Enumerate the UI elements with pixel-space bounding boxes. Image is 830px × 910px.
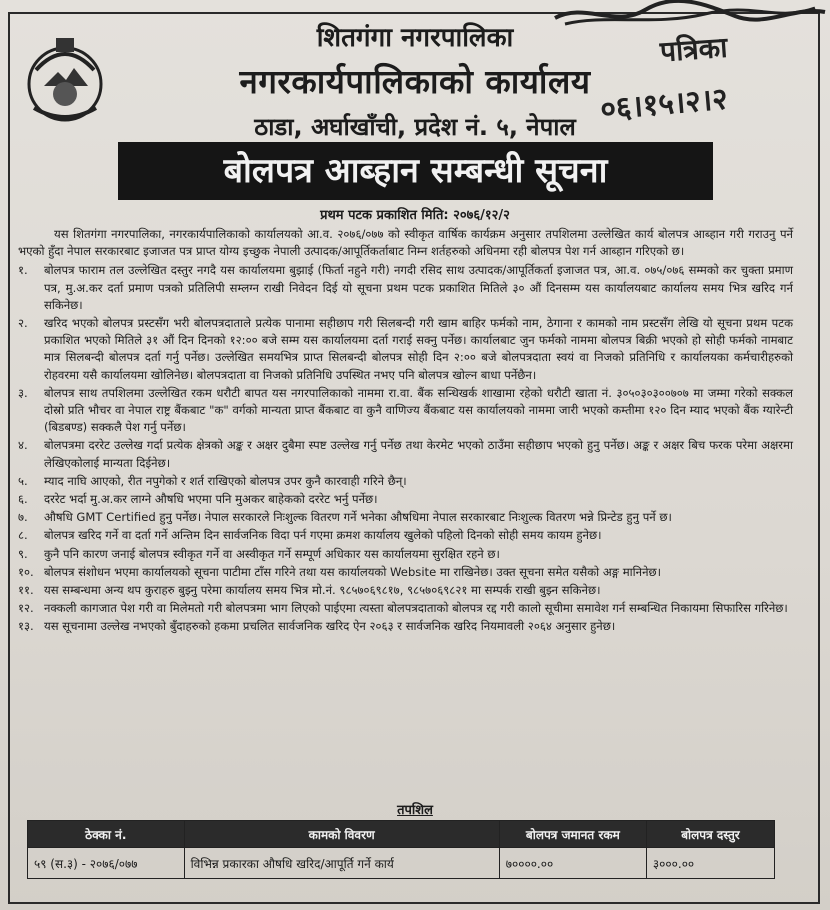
condition-item: [18, 473, 793, 490]
condition-text: यस सूचनामा उल्लेख नभएको बुँदाहरुको हकमा प्रचलित सार्वजनिक खरिद ऐन २०६३ र सार्वजनिक खरिद नियमावली २०६४ अनुसार हुनेछ।: [44, 619, 616, 634]
condition-number: ५.: [18, 473, 28, 488]
condition-text: बोलपत्र साथ तपशिलमा उल्लेखित रकम धरौटी बापत यस नगरपालिकाको नाममा रा.वा. बैंक सन्धिखर्क शाखामा रहेको धरौटी खाता नं. ३०५०३०३००७०७ मा जम्मा गरेको सक्कल दोस्रो प्रति भौचर वा नेपाल राष्ट्र बैंकबाट "क" वर्गको मान्यता प्राप्त बैंकबाट वा कुनै वाणिज्य बैंकबाट यस कार्यालयको नाममा जारी भएको कम्तीमा १२० दिन म्याद भएको बैंक ग्यारेन्टी (बिडबण्ड) सक्कलै पेश गर्नु पर्नेछ।: [44, 385, 793, 435]
intro-paragraph: यस शितगंगा नगरपालिका, नगरकार्यपालिकाको कार्यालयको आ.व. २०७६/०७७ को स्वीकृत वार्षिक कार्यक्रम अनुसार तपशिलमा उल्लेखित कार्य बोलपत्र आब्हान गरी गराउनु पर्ने भएको हुँदा नेपाल सरकारबाट इजाजत पत्र प्राप्त योग्य इच्छुक नेपाली उत्पादक/आपूर्तिकर्ताबाट निम्न शर्तहरुको अधिनमा रही बोलपत्र पेश गर्न आब्हान गरिएको छ।: [18, 227, 793, 259]
condition-item: [18, 600, 793, 617]
condition-text: बोलपत्र खरिद गर्ने वा दर्ता गर्ने अन्तिम दिन सार्वजनिक विदा पर्न गएमा क्रमश कार्यालय खुलेको पहिलो दिनको सोही समय कायम हुनेछ।: [44, 528, 602, 543]
condition-item: [18, 315, 793, 384]
table-row: [28, 848, 775, 879]
condition-number: ११.: [18, 583, 34, 598]
table-header-row: [28, 821, 775, 848]
col-work-description: कामको विवरण: [184, 821, 499, 848]
condition-text: नक्कली कागजात पेश गरी वा मिलेमतो गरी बोलपत्रमा भाग लिएको पाईएमा त्यस्ता बोलपत्रदाताको बोलपत्र रद्द गरी कालो सूचीमा समावेश गर्न सम्बन्धित निकायमा सिफारिस गरिनेछ।: [44, 601, 788, 616]
condition-text: औषधि GMT Certified हुनु पर्नेछ। नेपाल सरकारले निःशुल्क वितरण गर्ने भनेका औषधिमा नेपाल सरकारबाट निःशुल्क वितरण भन्ने प्रिन्टेड हुनु पर्ने छ।: [44, 510, 672, 525]
cell-contract-no: ५९ (स.३) - २०७६/०७७: [28, 848, 185, 879]
notice-title-banner: बोलपत्र आब्हान सम्बन्धी सूचना: [118, 142, 713, 200]
condition-number: २.: [18, 316, 28, 331]
condition-item: [18, 437, 793, 471]
condition-item: [18, 491, 793, 508]
col-contract-no: ठेक्का नं.: [28, 821, 185, 848]
condition-item: [18, 582, 793, 599]
condition-number: ६.: [18, 492, 28, 507]
condition-item: [18, 546, 793, 563]
condition-number: १.: [18, 263, 28, 278]
condition-item: [18, 509, 793, 526]
col-bid-security: बोलपत्र जमानत रकम: [499, 821, 646, 848]
condition-number: ९.: [18, 546, 28, 561]
tapashil-title: तपशिल: [397, 803, 433, 818]
condition-number: ७.: [18, 510, 28, 525]
condition-item: [18, 527, 793, 544]
condition-item: [18, 618, 793, 635]
condition-text: बोलपत्र संशोधन भएमा कार्यालयको सूचना पाटीमा टाँस गरिने तथा यस कार्यालयको Website मा राखिनेछ। उक्त सूचना समेत यसैको अङ्ग मानिनेछ।: [44, 564, 662, 579]
handwritten-number: ०६।१५।२।२: [598, 81, 730, 128]
conditions-list: [18, 262, 793, 635]
condition-number: ८.: [18, 528, 28, 543]
cell-bid-security: ७००००.००: [499, 848, 646, 879]
condition-number: १३.: [18, 619, 34, 634]
tender-table: [27, 820, 775, 879]
municipality-name: शितगंगा नगरपालिका: [316, 23, 514, 53]
handwritten-note: पत्रिका: [658, 30, 729, 69]
publication-date: प्रथम पटक प्रकाशित मिति: २०७६/१२/२: [320, 208, 510, 223]
condition-number: ४.: [18, 438, 28, 453]
cell-work-description: विभिन्न प्रकारका औषधि खरिद/आपूर्ति गर्ने कार्य: [184, 848, 499, 879]
condition-text: कुनै पनि कारण जनाई बोलपत्र स्वीकृत गर्ने वा अस्वीकृत गर्ने सम्पूर्ण अधिकार यस कार्यालयमा सुरक्षित रहने छ।: [44, 546, 500, 561]
condition-text: दररेट भर्दा मु.अ.कर लाग्ने औषधि भएमा पनि मुअकर बाहेकको दररेट भर्नु पर्नेछ।: [44, 492, 378, 507]
condition-text: बोलपत्र फाराम तल उल्लेखित दस्तुर नगदै यस कार्यालयमा बुझाई (फिर्ता नहुने गरी) नगदी रसिद साथ उत्पादक/आपूर्तिकर्ता इजाजत पत्र, आ.व. ०७५/०७६ सम्मको कर चुक्ता प्रमाण पत्र, मु.अ.कर दर्ता प्रमाण पत्रको प्रतिलिपी सम्लग्न राखी निवेदन दिई यो सूचना प्रथम पटक प्रकाशित मितिले ३० औं दिनसम्म यस कार्यालयबाट कार्यालय समय भित्र खरिद गर्न सकिनेछ।: [44, 263, 793, 312]
condition-text: बोलपत्रमा दररेट उल्लेख गर्दा प्रत्येक क्षेत्रको अङ्क र अक्षर दुबैमा स्पष्ट उल्लेख गर्नु पर्नेछ तथा केरमेट भएको ठाउँमा सहीछाप भएको हुनु पर्नेछ। अङ्क र अक्षर बिच फरक परेमा अक्षरमा लेखिएकोलाई मान्यता दिईनेछ।: [44, 438, 793, 470]
condition-number: ३.: [18, 385, 28, 400]
condition-item: [18, 262, 793, 314]
condition-item: [18, 564, 793, 581]
col-bid-fee: बोलपत्र दस्तुर: [646, 821, 774, 848]
condition-text: म्याद नाघि आएको, रीत नपुगेको र शर्त राखिएको बोलपत्र उपर कुनै कारवाही गरिने छैन्।: [44, 473, 407, 488]
condition-text: खरिद भएको बोलपत्र प्रस्टसँग भरी बोलपत्रदाताले प्रत्येक पानामा सहीछाप गरी सिलबन्दी गरी खाम बाहिर फर्मको नाम, ठेगाना र कामको नाम प्रस्टसँग लेखि यो सूचना प्रथम पटक प्रकाशित भएको मितिले ३१ औं दिन दिनको १२:०० बजे सम्म यस कार्यालयमा दर्ता गराई सक्नु पर्नेछ। कार्यालबाट जुन फर्मको नाममा बोलपत्र बिक्री भएको हो सोही फर्मको नामबाट मात्र सिलबन्दी बोलपत्र दर्ता गर्नु पर्नेछ। उल्लेखित समयभित्र प्राप्त सिलबन्दी बोलपत्र सोही दिन २:०० बजे बोलपत्रदाता स्वयं वा निजको प्रतिनिधि र कार्यालयका कर्मचारीहरुको रोहवरमा यसै कार्यालयमा खोलिनेछ। बोलपत्रदाता वा निजको प्रतिनिधि उपस्थित नभए पनि बोलपत्र खोल्न बाधा पर्नेछैन।: [44, 316, 793, 382]
condition-text: यस सम्बन्धमा अन्य थप कुराहरु बुझ्नु परेमा कार्यालय समय भित्र मो.नं. ९८५७०६९८१७, ९८५७०६९८२१ मा सम्पर्क राखी बुझ्न सकिनेछ।: [44, 583, 601, 598]
condition-item: [18, 385, 793, 437]
office-name: नगरकार्यपालिकाको कार्यालय: [239, 62, 591, 101]
notice-body: [18, 226, 793, 637]
condition-number: १२.: [18, 601, 34, 616]
office-address: ठाडा, अर्घाखाँची, प्रदेश नं. ५, नेपाल: [254, 113, 576, 141]
condition-number: १०.: [18, 564, 34, 579]
cell-bid-fee: ३०००.००: [646, 848, 774, 879]
